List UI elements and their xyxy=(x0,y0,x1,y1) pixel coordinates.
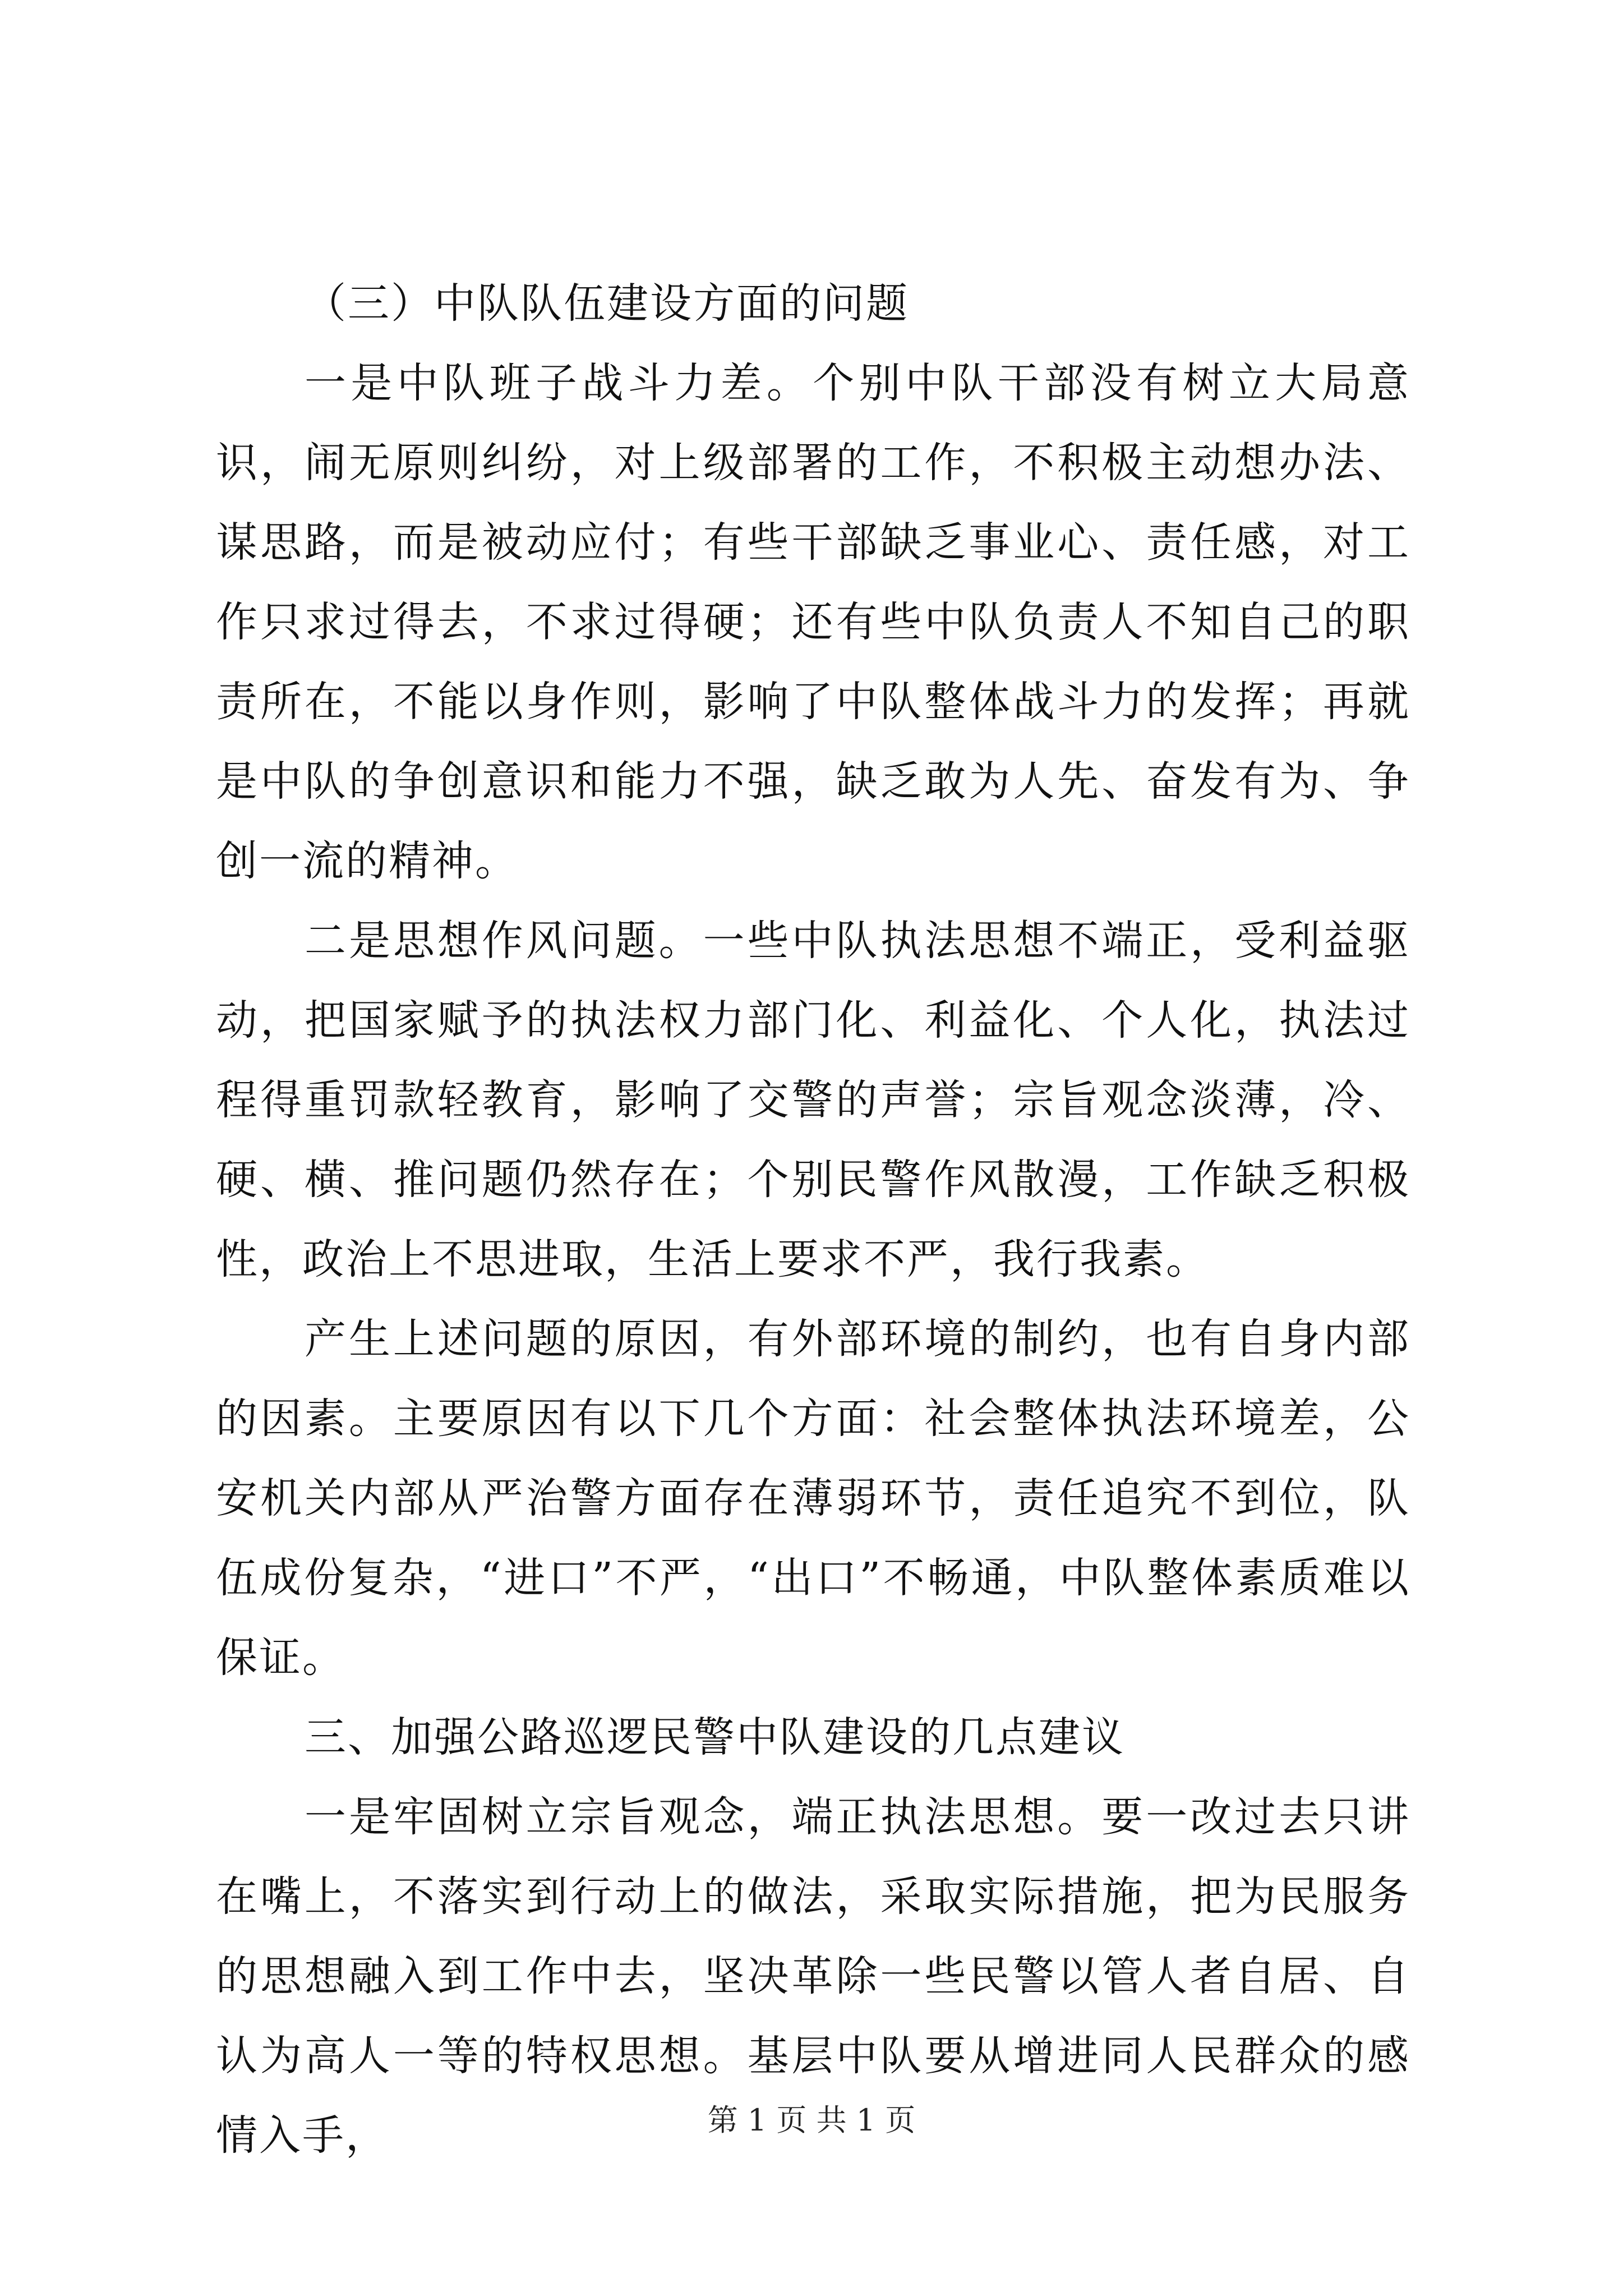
document-body xyxy=(216,264,1410,2175)
paragraph: 二是思想作风问题。一些中队执法思想不端正，受利益驱动，把国家赋予的执法权力部门化、利益化、个人化，执法过程得重罚款轻教育，影响了交警的声誉；宗旨观念淡薄，冷、硬、横、推问题仍然存在；个别民警作风散漫，工作缺乏积极性，政治上不思进取，生活上要求不严，我行我素。 xyxy=(216,917,1410,1283)
section-heading: 三、加强公路巡逻民警中队建设的几点建议 xyxy=(305,1713,1125,1761)
page-number-footer: 第 1 页 共 1 页 xyxy=(707,2102,916,2138)
paragraph: 一是中队班子战斗力差。个别中队干部没有树立大局意识，闹无原则纠纷，对上级部署的工作，不积极主动想办法、谋思路，而是被动应付；有些干部缺乏事业心、责任感，对工作只求过得去，不求过得硬；还有些中队负责人不知自己的职责所在，不能以身作则，影响了中队整体战斗力的发挥；再就是中队的争创意识和能力不强，缺乏敢为人先、奋发有为、争创一流的精神。 xyxy=(216,359,1410,885)
section-heading: （三）中队队伍建设方面的问题 xyxy=(305,279,909,328)
paragraph: 一是牢固树立宗旨观念，端正执法思想。要一改过去只讲在嘴上，不落实到行动上的做法，采取实际措施，把为民服务的思想融入到工作中去，坚决革除一些民警以管人者自居、自认为高人一等的特权思想。基层中队要从增进同人民群众的感情入手， xyxy=(216,1793,1410,2160)
paragraph: 产生上述问题的原因，有外部环境的制约，也有自身内部的因素。主要原因有以下几个方面：社会整体执法环境差，公安机关内部从严治警方面存在薄弱环节，责任追究不到位，队伍成份复杂，“进口”不严，“出口”不畅通，中队整体素质难以保证。 xyxy=(216,1315,1410,1682)
